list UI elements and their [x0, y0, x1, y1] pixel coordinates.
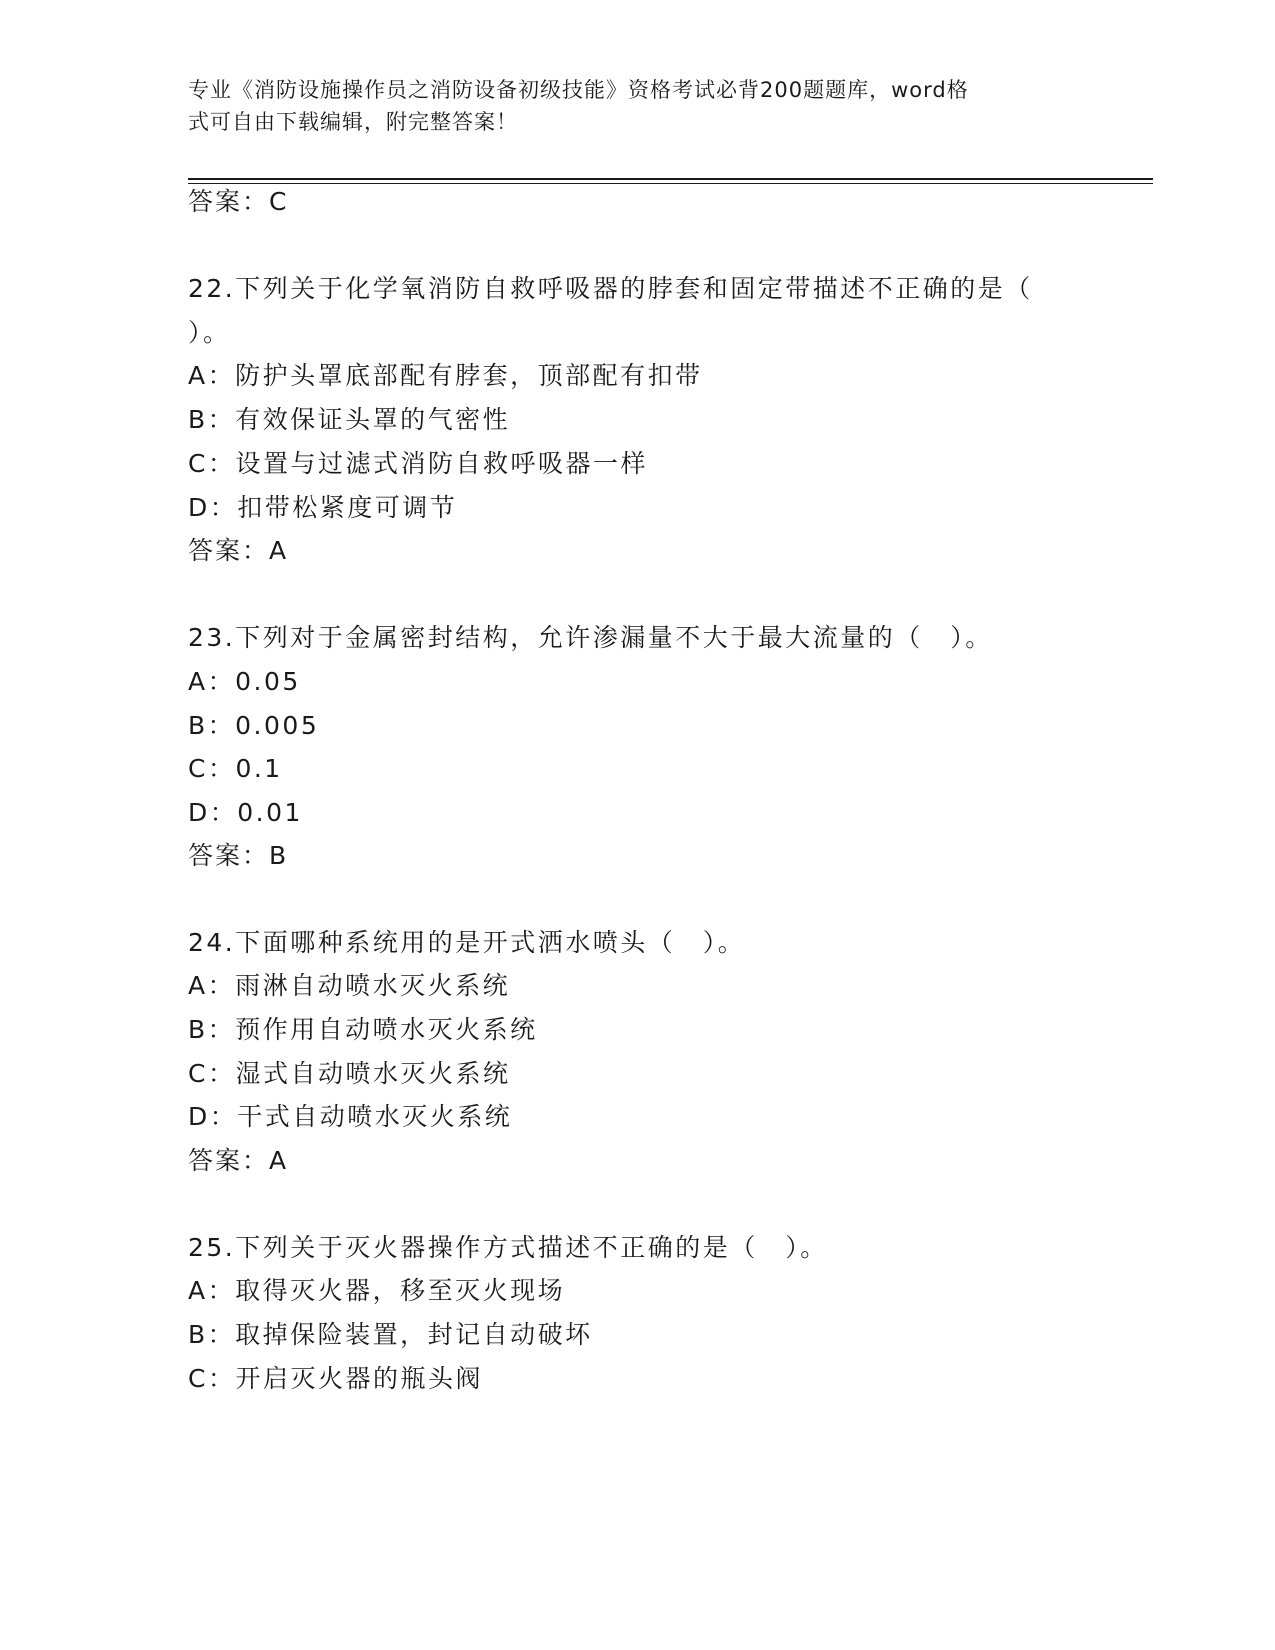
question-stem: 23.下列对于金属密封结构，允许渗漏量不大于最大流量的（ ）。	[188, 623, 993, 652]
option-a: A：取得灭火器，移至灭火现场	[188, 1276, 566, 1305]
option-b: B：0.005	[188, 711, 320, 740]
question-stem-continued: ）。	[188, 318, 231, 347]
option-a: A：0.05	[188, 667, 301, 696]
option-c: C：湿式自动喷水灭火系统	[188, 1059, 511, 1088]
answer-line: 答案：B	[188, 841, 289, 870]
option-d: D：扣带松紧度可调节	[188, 493, 458, 522]
option-d: D：干式自动喷水灭火系统	[188, 1102, 513, 1131]
header-line: 式可自由下载编辑，附完整答案！	[188, 110, 518, 134]
answer-line: 答案：A	[188, 1146, 289, 1175]
header-divider-thin	[188, 183, 1153, 184]
option-b: B：取掉保险装置，封记自动破坏	[188, 1320, 593, 1349]
option-a: A：雨淋自动喷水灭火系统	[188, 971, 511, 1000]
option-c: C：0.1	[188, 754, 283, 783]
question-stem: 24.下面哪种系统用的是开式洒水喷头（ ）。	[188, 928, 746, 957]
option-a: A：防护头罩底部配有脖套，顶部配有扣带	[188, 361, 703, 390]
answer-line: 答案：C	[188, 187, 289, 216]
option-c: C：设置与过滤式消防自救呼吸器一样	[188, 449, 648, 478]
question-stem: 22.下列关于化学氧消防自救呼吸器的脖套和固定带描述不正确的是（	[188, 274, 1033, 303]
option-b: B：预作用自动喷水灭火系统	[188, 1015, 538, 1044]
header-divider	[188, 178, 1153, 180]
option-b: B：有效保证头罩的气密性	[188, 405, 511, 434]
question-stem: 25.下列关于灭火器操作方式描述不正确的是（ ）。	[188, 1233, 828, 1262]
option-d: D：0.01	[188, 798, 303, 827]
header-line: 专业《消防设施操作员之消防设备初级技能》资格考试必背200题题库，word格	[188, 78, 969, 102]
answer-line: 答案：A	[188, 536, 289, 565]
option-c: C：开启灭火器的瓶头阀	[188, 1364, 483, 1393]
page-header	[188, 74, 1068, 138]
